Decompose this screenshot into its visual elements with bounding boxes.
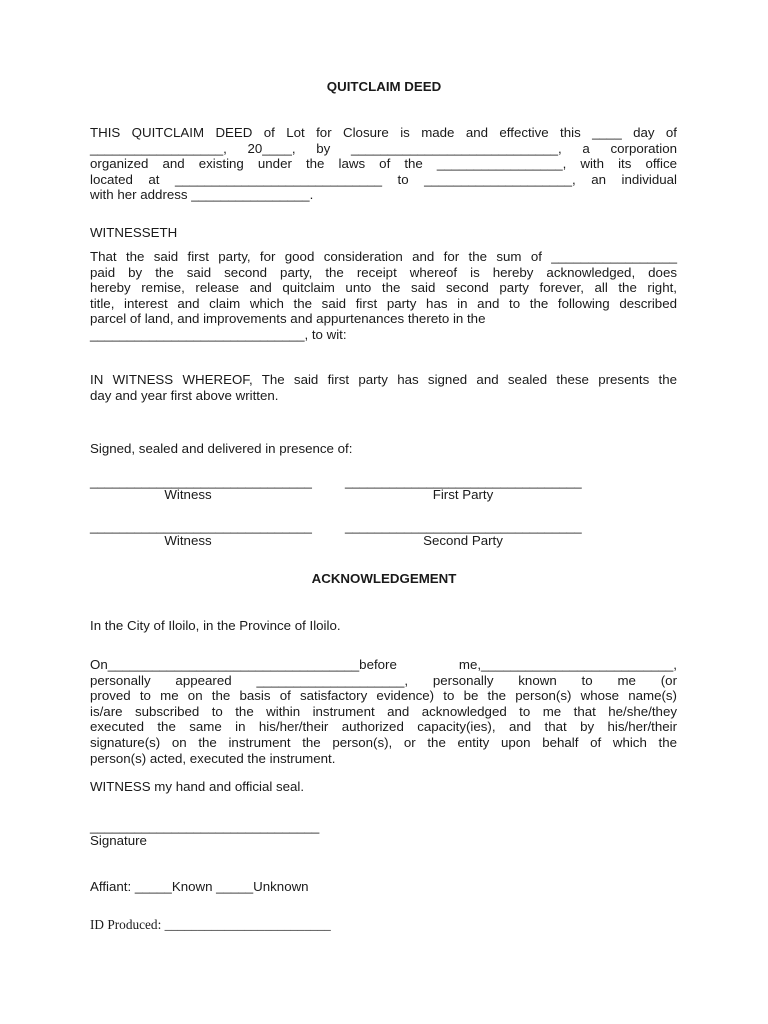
first-party-signature-line: ________________________________: [345, 474, 582, 489]
consideration-line: title, interest and claim which the said first party has in and to the following described: [90, 295, 677, 311]
witnesseth-heading: WITNESSETH: [90, 225, 178, 240]
intro-line: organized and existing under the laws of the _________________, with its office: [90, 156, 677, 172]
signature-label: Signature: [90, 833, 147, 848]
acknowledgement-title: ACKNOWLEDGEMENT: [311, 571, 457, 586]
acknowledgement-line: is/are subscribed to the within instrument and acknowledged to me that he/she/they: [90, 703, 677, 719]
consideration-line: paid by the said second party, the receipt whereof is hereby acknowledged, does: [90, 264, 677, 280]
consideration-line: hereby remise, release and quitclaim unto the said second party forever, all the right,: [90, 280, 677, 296]
signed-sealed-text: Signed, sealed and delivered in presence of:: [90, 441, 353, 456]
consideration-paragraph: [90, 249, 677, 343]
consideration-line: That the said first party, for good consideration and for the sum of _________________: [90, 249, 677, 264]
in-witness-paragraph: [90, 372, 677, 403]
acknowledgement-line: personally appeared ____________________, personally known to me (or: [90, 672, 677, 688]
document-title: QUITCLAIM DEED: [326, 79, 442, 94]
second-party-label: Second Party: [423, 533, 503, 548]
consideration-line: _____________________________, to wit:: [90, 326, 347, 342]
city-line: In the City of Iloilo, in the Province of Iloilo.: [90, 618, 341, 633]
witness-signature-line: ______________________________: [90, 474, 312, 489]
affiant-line: Affiant: _____Known _____Unknown: [90, 879, 309, 894]
intro-line: __________________, 20____, by ____________________________, a corporation: [90, 140, 677, 156]
in-witness-line: day and year first above written.: [90, 387, 279, 403]
acknowledgement-paragraph: [90, 657, 677, 766]
intro-line: with her address ________________.: [90, 187, 314, 203]
acknowledgement-line: executed the same in his/her/their authorized capacity(ies), and that by his/her/their: [90, 719, 677, 735]
acknowledgement-line: signature(s) on the instrument the person(s), or the entity upon behalf of which the: [90, 734, 677, 750]
intro-paragraph: [90, 125, 677, 203]
consideration-line: parcel of land, and improvements and appurtenances thereto in the: [90, 311, 486, 327]
acknowledgement-line: On__________________________________before me,__________________________,: [90, 657, 677, 672]
witness-seal-text: WITNESS my hand and official seal.: [90, 779, 305, 794]
acknowledgement-line: proved to me on the basis of satisfactory evidence) to be the person(s) whose name(s): [90, 688, 677, 704]
witness-label: Witness: [164, 533, 212, 548]
first-party-label: First Party: [432, 487, 494, 502]
second-party-signature-line: ________________________________: [345, 519, 582, 534]
in-witness-line: IN WITNESS WHEREOF, The said first party has signed and sealed these presents the: [90, 372, 677, 387]
witness-label: Witness: [164, 487, 212, 502]
id-produced-line: ID Produced: _________________________: [90, 917, 331, 932]
intro-line: located at ____________________________ to ____________________, an individual: [90, 171, 677, 187]
signature-line: _______________________________: [90, 819, 320, 834]
intro-line: THIS QUITCLAIM DEED of Lot for Closure is made and effective this ____ day of: [90, 125, 677, 140]
acknowledgement-line: person(s) acted, executed the instrument.: [90, 750, 336, 766]
witness-signature-line: ______________________________: [90, 519, 312, 534]
